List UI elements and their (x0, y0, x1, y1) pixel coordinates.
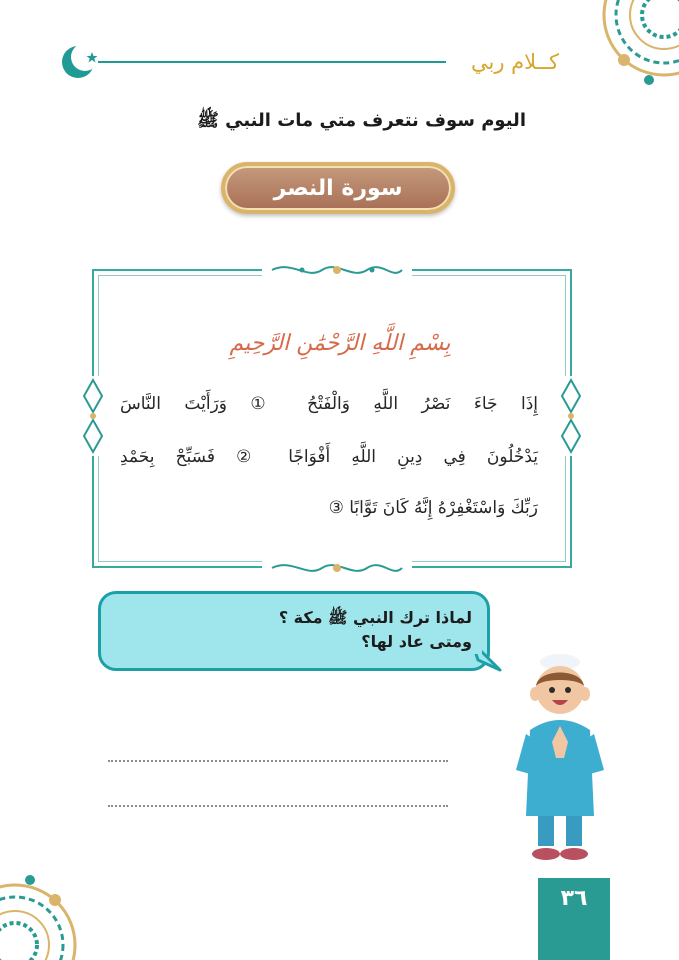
verse-line-3: رَبِّكَ وَاسْتَغْفِرْهُ إِنَّهُ كَانَ تَوَّابًا ③ (328, 498, 538, 518)
question-line-2: ومتى عاد لها؟ (361, 632, 472, 651)
frame-right-ornament-icon (558, 376, 584, 456)
surah-title: سورة النصر (273, 175, 403, 201)
question-line-1: لماذا ترك النبي ﷺ مكة ؟ (278, 608, 472, 627)
bubble-tail-icon (470, 640, 504, 674)
verse-line-2: يَدْخُلُونَ فِي دِينِ اللَّهِ أَفْوَاجًا ② فَسَبِّحْ بِحَمْدِ (120, 447, 538, 467)
basmala: بِسْمِ اللَّهِ الرَّحْمَٰنِ الرَّحِيمِ (229, 331, 451, 356)
crescent-star-icon (58, 38, 102, 82)
header-title: كــلام ربي (471, 50, 559, 74)
header-rule (98, 61, 446, 63)
answer-line-1[interactable] (108, 760, 448, 762)
page-number: ٣٦ (560, 886, 588, 911)
verse-line-1: إِذَا جَاءَ نَصْرُ اللَّهِ وَالْفَتْحُ ① وَرَأَيْتَ النَّاسَ (120, 394, 538, 414)
answer-line-2[interactable] (108, 805, 448, 807)
frame-left-ornament-icon (80, 376, 106, 456)
frame-top-ornament-icon (262, 258, 412, 282)
intro-text: اليوم سوف نتعرف متي مات النبي ﷺ (197, 110, 526, 131)
corner-ornament-bottom-left (0, 865, 95, 960)
frame-bottom-ornament-icon (262, 556, 412, 580)
surah-title-badge (221, 162, 455, 214)
question-text (170, 606, 472, 658)
boy-illustration (508, 650, 612, 866)
